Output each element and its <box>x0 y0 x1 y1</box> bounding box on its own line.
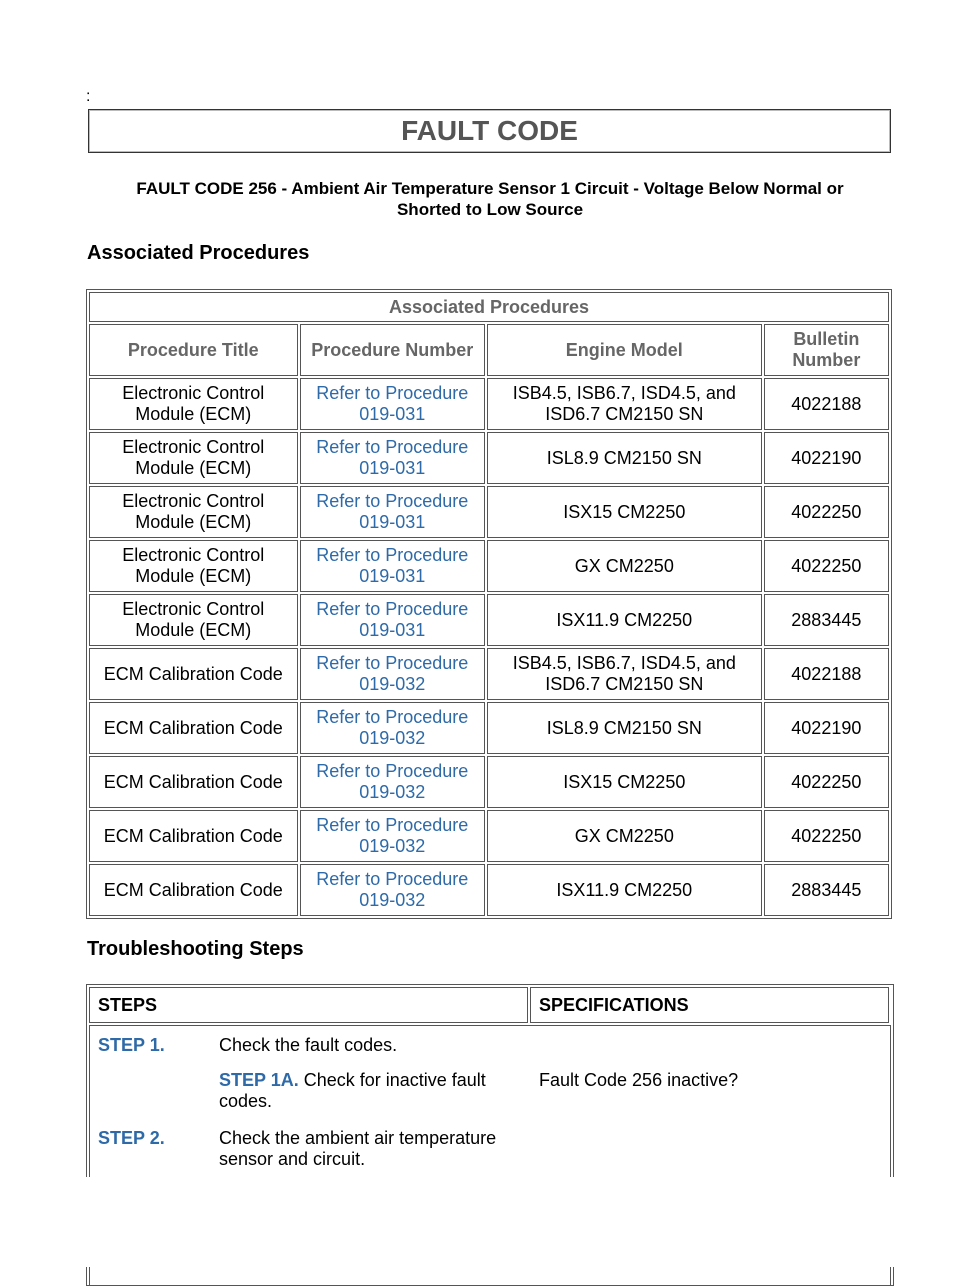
procedure-number-link-line-1[interactable]: Refer to Procedure <box>316 491 469 511</box>
bulletin-number-cell <box>764 702 889 754</box>
procedure-number-link-line-1[interactable]: Refer to Procedure <box>316 545 469 565</box>
engine-model-cell-line-1: GX CM2250 <box>574 825 674 846</box>
engine-model-cell <box>487 702 762 754</box>
engine-model-cell <box>487 432 762 484</box>
procedure-title-cell <box>89 378 298 430</box>
page-cutoff <box>0 1177 979 1267</box>
procedure-title-cell-line-1: Electronic Control <box>122 491 265 511</box>
procedure-title-cell-line-2: Module (ECM) <box>135 512 252 532</box>
table-row <box>89 378 889 430</box>
procedure-title-cell <box>89 594 298 646</box>
procedure-number-link-line-2[interactable]: 019-032 <box>359 782 426 802</box>
procedure-title-cell <box>89 432 298 484</box>
procedure-number-link-line-2[interactable]: 019-031 <box>359 620 426 640</box>
step-2-link[interactable]: STEP 2. <box>98 1128 165 1148</box>
fault-code-banner: FAULT CODE <box>88 109 891 153</box>
procedure-title-cell-line-2: Module (ECM) <box>135 620 252 640</box>
table-row <box>89 648 889 700</box>
column-header-engine-model: Engine Model <box>487 324 762 376</box>
bulletin-number-cell <box>764 810 889 862</box>
engine-model-cell-line-2: ISD6.7 CM2150 SN <box>545 404 704 424</box>
bulletin-number-cell <box>764 378 889 430</box>
procedure-number-link-line-1[interactable]: Refer to Procedure <box>316 707 469 727</box>
procedure-title-cell-line-1: ECM Calibration Code <box>103 825 283 846</box>
step-2-text-line-2: sensor and circuit. <box>219 1149 366 1169</box>
procedure-number-link[interactable] <box>300 756 485 808</box>
bulletin-number-cell-line-1: 4022250 <box>791 771 862 792</box>
bulletin-number-cell <box>764 486 889 538</box>
step-2-text <box>219 1128 496 1170</box>
engine-model-cell <box>487 810 762 862</box>
procedure-number-link-line-2[interactable]: 019-031 <box>359 458 426 478</box>
bulletin-number-cell-line-1: 4022190 <box>791 717 862 738</box>
procedure-title-cell-line-1: Electronic Control <box>122 437 265 457</box>
procedure-number-link-line-2[interactable]: 019-032 <box>359 890 426 910</box>
step-2-text-line-1: Check the ambient air temperature <box>219 1128 497 1148</box>
step-1a-text-line-2: codes. <box>219 1091 273 1111</box>
engine-model-cell <box>487 540 762 592</box>
procedure-number-link-line-1[interactable]: Refer to Procedure <box>316 599 469 619</box>
table-row <box>89 594 889 646</box>
procedure-number-link[interactable] <box>300 810 485 862</box>
bulletin-number-cell-line-1: 4022250 <box>791 555 862 576</box>
bulletin-number-cell <box>764 432 889 484</box>
bulletin-number-cell-line-1: 4022250 <box>791 825 862 846</box>
procedure-title-cell <box>89 864 298 916</box>
engine-model-cell <box>487 594 762 646</box>
procedure-number-link-line-2[interactable]: 019-031 <box>359 512 426 532</box>
procedure-number-link[interactable] <box>300 594 485 646</box>
engine-model-cell <box>487 864 762 916</box>
procedure-title-cell <box>89 648 298 700</box>
procedure-number-link[interactable] <box>300 432 485 484</box>
bulletin-number-cell-line-1: 2883445 <box>791 609 862 630</box>
table-row <box>89 702 889 754</box>
table-row <box>89 756 889 808</box>
table-caption: Associated Procedures <box>89 292 889 322</box>
column-header-procedure-number: Procedure Number <box>300 324 485 376</box>
table-row <box>89 486 889 538</box>
engine-model-cell <box>487 486 762 538</box>
procedure-number-link[interactable] <box>300 648 485 700</box>
bulletin-number-cell-line-1: 4022188 <box>791 663 862 684</box>
procedure-number-link[interactable] <box>300 702 485 754</box>
column-header-procedure-title: Procedure Title <box>89 324 298 376</box>
procedure-title-cell <box>89 486 298 538</box>
engine-model-cell-line-1: ISX15 CM2250 <box>563 501 686 522</box>
procedure-title-cell <box>89 702 298 754</box>
procedure-number-link-line-1[interactable]: Refer to Procedure <box>316 815 469 835</box>
procedure-number-link-line-1[interactable]: Refer to Procedure <box>316 653 469 673</box>
procedure-number-link[interactable] <box>300 864 485 916</box>
column-header-specifications: SPECIFICATIONS <box>530 987 889 1023</box>
bulletin-number-cell <box>764 756 889 808</box>
procedure-title-cell <box>89 756 298 808</box>
bulletin-number-cell-line-1: 4022190 <box>791 447 862 468</box>
engine-model-cell-line-2: ISD6.7 CM2150 SN <box>545 674 704 694</box>
step-1-text: Check the fault codes. <box>219 1035 398 1055</box>
procedure-title-cell-line-1: ECM Calibration Code <box>103 879 283 900</box>
engine-model-cell-line-1: ISX15 CM2250 <box>563 771 686 792</box>
procedure-number-link[interactable] <box>300 378 485 430</box>
column-header-bulletin-number: Bulletin Number <box>764 324 889 376</box>
procedure-title-cell-line-2: Module (ECM) <box>135 458 252 478</box>
engine-model-cell <box>487 378 762 430</box>
troubleshooting-steps-heading: Troubleshooting Steps <box>87 938 304 960</box>
engine-model-cell-line-1: ISX11.9 CM2250 <box>556 609 693 630</box>
engine-model-cell-line-1: ISB4.5, ISB6.7, ISD4.5, and <box>512 653 736 673</box>
table-row <box>89 432 889 484</box>
engine-model-cell-line-1: ISL8.9 CM2150 SN <box>546 447 702 468</box>
procedure-number-link-line-2[interactable]: 019-031 <box>359 566 426 586</box>
table-row <box>89 864 889 916</box>
fault-title-line-1: FAULT CODE 256 - Ambient Air Temperature Sensor 1 Circuit - Voltage Below Normal or <box>136 179 844 198</box>
procedure-number-link[interactable] <box>300 486 485 538</box>
procedure-title-cell-line-2: Module (ECM) <box>135 566 252 586</box>
table-row <box>89 810 889 862</box>
procedure-number-link[interactable] <box>300 540 485 592</box>
engine-model-cell-line-1: GX CM2250 <box>574 555 674 576</box>
associated-procedures-heading: Associated Procedures <box>87 242 310 264</box>
procedure-number-link-line-1[interactable]: Refer to Procedure <box>316 437 469 457</box>
bulletin-number-cell-line-1: 2883445 <box>791 879 862 900</box>
engine-model-cell-line-1: ISB4.5, ISB6.7, ISD4.5, and <box>512 383 736 403</box>
bulletin-number-cell <box>764 594 889 646</box>
procedure-number-link-line-2[interactable]: 019-032 <box>359 728 426 748</box>
step-1a-block <box>219 1070 519 1112</box>
procedure-number-link-line-1[interactable]: Refer to Procedure <box>316 869 469 889</box>
procedure-title-cell-line-2: Module (ECM) <box>135 404 252 424</box>
procedure-title-cell <box>89 540 298 592</box>
procedure-number-link-line-1[interactable]: Refer to Procedure <box>316 761 469 781</box>
bulletin-number-cell <box>764 864 889 916</box>
fault-code-title <box>86 178 894 220</box>
procedure-title-cell-line-1: Electronic Control <box>122 383 265 403</box>
procedure-title-cell-line-1: ECM Calibration Code <box>103 663 283 684</box>
engine-model-cell <box>487 756 762 808</box>
bulletin-number-cell <box>764 540 889 592</box>
step-1a-link[interactable]: STEP 1A. <box>219 1070 299 1090</box>
procedure-title-cell-line-1: ECM Calibration Code <box>103 717 283 738</box>
procedure-title-cell-line-1: Electronic Control <box>122 599 265 619</box>
procedure-title-cell-line-1: Electronic Control <box>122 545 265 565</box>
column-header-steps: STEPS <box>89 987 528 1023</box>
procedure-title-cell-line-1: ECM Calibration Code <box>103 771 283 792</box>
bulletin-number-cell <box>764 648 889 700</box>
engine-model-cell-line-1: ISL8.9 CM2150 SN <box>546 717 702 738</box>
step-1a-text-line-1: Check for inactive fault <box>303 1070 486 1090</box>
step-1-link[interactable]: STEP 1. <box>98 1035 165 1055</box>
bulletin-number-cell-line-1: 4022250 <box>791 501 862 522</box>
associated-procedures-table <box>86 289 892 919</box>
bulletin-number-cell-line-1: 4022188 <box>791 393 862 414</box>
procedure-title-cell <box>89 810 298 862</box>
procedure-number-link-line-2[interactable]: 019-032 <box>359 836 426 856</box>
engine-model-cell-line-1: ISX11.9 CM2250 <box>556 879 693 900</box>
page-colon: : <box>86 88 91 105</box>
procedure-number-link-line-2[interactable]: 019-032 <box>359 674 426 694</box>
engine-model-cell <box>487 648 762 700</box>
step-1a-specification: Fault Code 256 inactive? <box>539 1070 739 1090</box>
fault-title-line-2: Shorted to Low Source <box>396 200 584 219</box>
procedure-number-link-line-1[interactable]: Refer to Procedure <box>316 383 469 403</box>
table-row <box>89 540 889 592</box>
procedure-number-link-line-2[interactable]: 019-031 <box>359 404 426 424</box>
